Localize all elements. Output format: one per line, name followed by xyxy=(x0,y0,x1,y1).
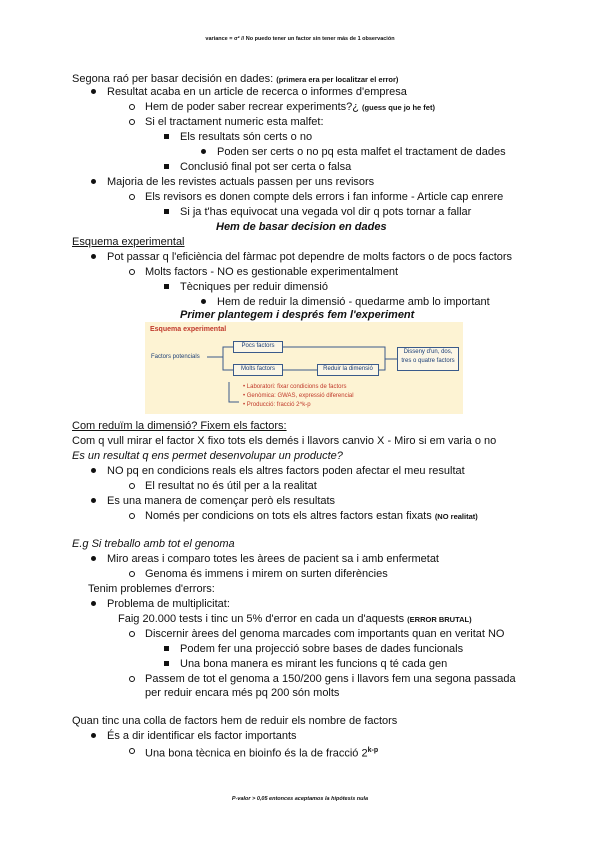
bullet xyxy=(129,748,135,754)
reduce-dimension-box: Reduir la dimensió xyxy=(317,364,379,376)
list-item: Poden ser certs o no pq esta malfet el tractament de dades xyxy=(217,146,506,158)
bullet xyxy=(91,556,96,561)
bullet xyxy=(201,149,206,154)
bullet xyxy=(91,601,96,606)
paragraph: Tenim problemes d'errors: xyxy=(88,583,215,595)
list-item: Una bona manera es mirant les funcions q té cada gen xyxy=(180,658,448,670)
few-factors-box: Pocs factors xyxy=(233,341,283,353)
bullet xyxy=(91,254,96,259)
bullet xyxy=(129,571,135,577)
bullet xyxy=(129,119,135,125)
page-footer: P-valor > 0,05 entonces aceptamos la hipótesis nula xyxy=(231,796,369,802)
list-item: Tècniques per reduir dimensió xyxy=(180,281,328,293)
bullet xyxy=(164,646,169,651)
bullet xyxy=(164,284,169,289)
bullet xyxy=(91,498,96,503)
bullet xyxy=(129,676,135,682)
list-item: Els revisors es donen compte dels errors i fan informe - Article cap enrere xyxy=(145,191,504,203)
bullet xyxy=(129,194,135,200)
list-item: Passem de tot el genoma a 150/200 gens i llavors fem una segona passada xyxy=(145,673,516,685)
list-item: El resultat no és útil per a la realitat xyxy=(145,480,317,492)
diagram-title: Esquema experimental xyxy=(150,326,227,333)
list-item: Es una manera de començar però els resultats xyxy=(107,495,336,507)
paragraph: Faig 20.000 tests i tinc un 5% d'error en cada un d'aquests (ERROR BRUTAL) xyxy=(118,613,472,625)
paragraph: Com q vull mirar el factor X fixo tots els demés i llavors canvio X - Miro si em varia o no xyxy=(72,435,497,447)
list-item: Podem fer una projecció sobre bases de dades funcionals xyxy=(180,643,464,655)
bullet xyxy=(91,468,96,473)
diagram-input-label: Factors potencials xyxy=(151,354,200,360)
bullet xyxy=(201,299,206,304)
diagram-bullet-lab: • Laboratori: fixar condicions de factors xyxy=(243,384,347,390)
bullet xyxy=(164,209,169,214)
experiment-diagram xyxy=(145,322,463,414)
list-item: Discernir àrees del genoma marcades com importants quan en veritat NO xyxy=(145,628,505,640)
bullet xyxy=(129,269,135,275)
bullet xyxy=(164,661,169,666)
bullet xyxy=(164,164,169,169)
paragraph: Quan tinc una colla de factors hem de reduir els nombre de factors xyxy=(72,715,398,727)
design-box: Disseny d'un, dos, tres o quatre factors xyxy=(397,347,459,371)
bullet xyxy=(129,631,135,637)
list-item: Els resultats són certs o no xyxy=(180,131,313,143)
section-heading: Com reduïm la dimensió? Fixem els factors: xyxy=(72,420,287,432)
many-factors-box: Molts factors xyxy=(233,364,283,376)
list-item: Una bona tècnica en bioinfo és la de fracció 2$^{k-p}$ xyxy=(145,747,379,760)
bullet xyxy=(129,104,135,110)
bullet xyxy=(164,134,169,139)
page-header: variance = σ² // No puedo tener un factor sin tener más de 1 observación xyxy=(205,36,395,42)
section-heading: Segona raó per basar decisión en dades: (primera era per localitzar el error) xyxy=(72,73,399,85)
diagram-bullet-production: • Producció: fracció 2^k-p xyxy=(243,402,311,408)
list-item: Conclusió final pot ser certa o falsa xyxy=(180,161,352,173)
list-item: Molts factors - NO es gestionable experimentalment xyxy=(145,266,399,278)
question-line: Es un resultat q ens permet desenvolupar un producte? xyxy=(72,450,343,462)
section-heading: Esquema experimental xyxy=(72,236,185,248)
list-item: NO pq en condicions reals els altres factors poden afectar el meu resultat xyxy=(107,465,465,477)
list-item: Hem de reduir la dimensió - quedarme amb lo important xyxy=(217,296,490,308)
list-item: Si el tractament numeric esta malfet: xyxy=(145,116,324,128)
list-item: Majoria de les revistes actuals passen per uns revisors xyxy=(107,176,375,188)
list-item: Resultat acaba en un article de recerca o informes d'empresa xyxy=(107,86,407,98)
diagram-arrows xyxy=(145,322,463,414)
list-item: És a dir identificar els factor importants xyxy=(107,730,297,742)
list-item-continuation: per reduir encara més pq 200 són molts xyxy=(145,687,340,699)
emphasis-line: Hem de basar decision en dades xyxy=(216,221,387,233)
list-item: Miro areas i comparo totes les àrees de pacient sa i amb enfermetat xyxy=(107,553,439,565)
diagram-bullet-genomics: • Genòmica: GWAS, expressió diferencial xyxy=(243,393,354,399)
bullet xyxy=(129,513,135,519)
bullet xyxy=(91,733,96,738)
example-heading: E.g Si treballo amb tot el genoma xyxy=(72,538,235,550)
list-item: Genoma és immens i mirem on surten diferències xyxy=(145,568,388,580)
bullet xyxy=(129,483,135,489)
bullet xyxy=(91,89,96,94)
list-item: Si ja t'has equivocat una vegada vol dir q pots tornar a fallar xyxy=(180,206,472,218)
list-item: Problema de multiplicitat: xyxy=(107,598,230,610)
emphasis-line: Primer plantegem i després fem l'experiment xyxy=(180,309,415,321)
bullet xyxy=(91,179,96,184)
list-item: Només per condicions on tots els altres factors estan fixats (NO realitat) xyxy=(145,510,478,522)
list-item: Pot passar q l'eficiència del fàrmac pot dependre de molts factors o de pocs factors xyxy=(107,251,513,263)
list-item: Hem de poder saber recrear experiments?¿ (guess que jo he fet) xyxy=(145,101,435,113)
